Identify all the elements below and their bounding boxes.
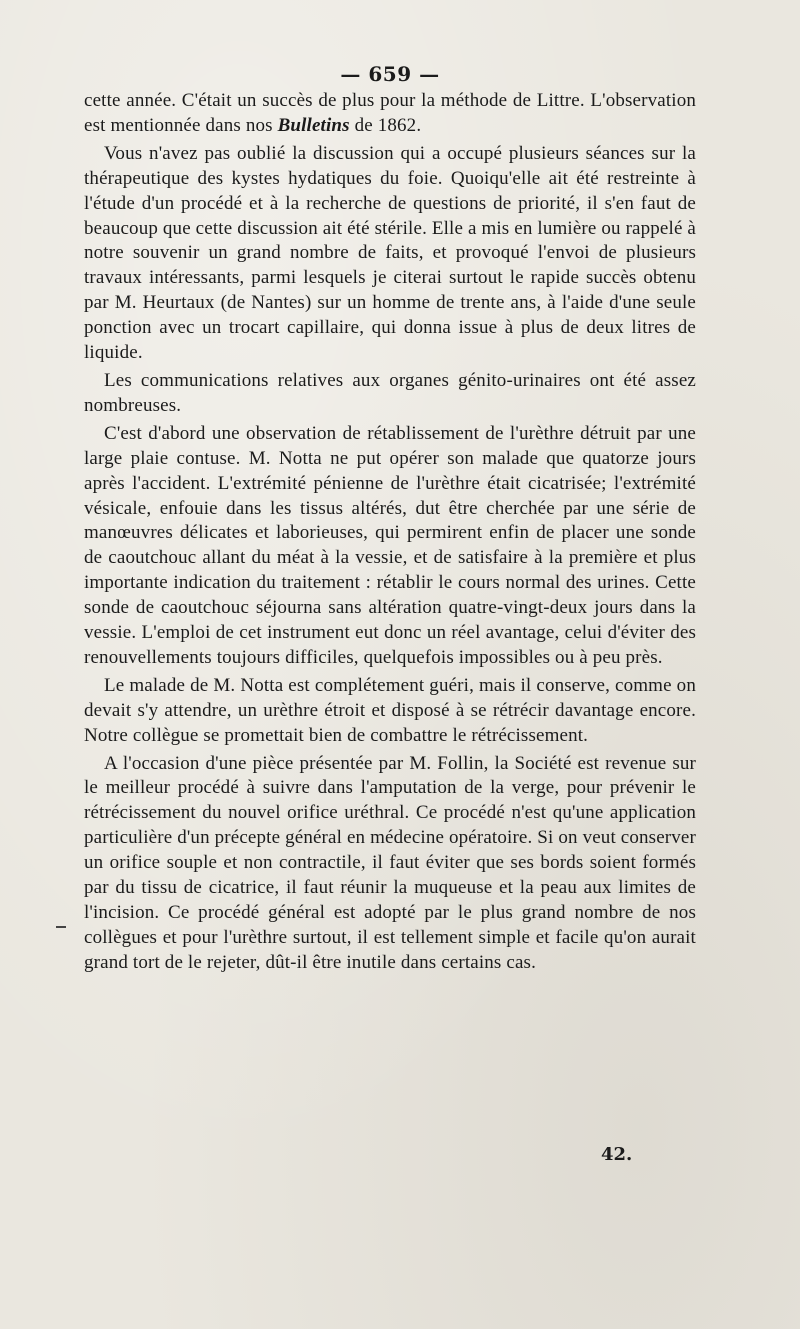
- paragraph-1: [84, 89, 696, 139]
- paragraph-3: Les communications relatives aux organes génito-urinaires ont été assez nombreuses.: [84, 369, 696, 416]
- paragraph-6: A l'occasion d'une pièce présentée par M. Follin, la Société est revenue sur le meilleur procédé à suivre dans l'amputation de la verge, pour prévenir le rétrécissement du nouvel orifice uréthral. Ce procédé n'est qu'une application particulière d'un précepte général en médecine opératoire. Si on veut conserver un orifice souple et non contractile, il faut éviter que ses bords soient formés par du tissu de cicatrice, il faut réunir la muqueuse et la peau aux limites de l'incision. Ce procédé général est adopté par le plus grand nombre de nos collègues et pour l'urèthre surtout, il est tellement simple et facile qu'on aurait grand tort de le rejeter, dût-il être inutile dans certains cas.: [84, 752, 696, 973]
- signature-mark: 42.: [601, 1144, 633, 1165]
- paragraph-2: Vous n'avez pas oublié la discussion qui a occupé plusieurs séances sur la thérapeutique des kystes hydatiques du foie. Quoiqu'elle ait été restreinte à l'étude d'un procédé et à la recherche de questions de priorité, il s'en faut de beaucoup que cette discussion ait été stérile. Elle a mis en lumière ou rappelé à notre souvenir un grand nombre de faits, et provoqué l'envoi de plusieurs travaux intéressants, parmi lesquels je citerai surtout le rapide succès obtenu par M. Heurtaux (de Nantes) sur un homme de trente ans, à l'aide d'une seule ponction avec un trocart capillaire, qui donna issue à plus de deux litres de liquide.: [84, 142, 697, 364]
- bulletins-italic: Bulletins: [277, 114, 350, 136]
- paragraph-4: C'est d'abord une observation de rétablissement de l'urèthre détruit par une large plaie contuse. M. Notta ne put opérer son malade que quatorze jours après l'accident. L'extrémité pénienne de l'urèthre était cicatrisée; l'extrémité vésicale, enfouie dans les tissus altérés, dut être cherchée par une série de manœuvres délicates et laborieuses, qui permirent enfin de placer une sonde de caoutchouc allant du méat à la vessie, et de satisfaire à la première et plus importante indication du traitement : rétablir le cours normal des urines. Cette sonde de caoutchouc séjourna sans altération quatre-vingt-deux jours dans la vessie. L'emploi de cet instrument eut donc un réel avantage, celui d'éviter des renouvellements toujours difficiles, quelquefois impossibles ou à peu près.: [84, 422, 696, 668]
- body-text: [84, 89, 696, 976]
- paragraph-1-text-a: cette année. C'était un succès de plus pour la méthode de Littre. L'observation est mentionnée dans nos: [84, 90, 696, 136]
- page-number-header: — 659 —: [340, 62, 440, 86]
- paragraph-1-text-b: de 1862.: [349, 114, 422, 136]
- margin-mark: [56, 926, 66, 928]
- paragraph-5: Le malade de M. Notta est complétement guéri, mais il conserve, comme on devait s'y attendre, un urèthre étroit et disposé à se rétrécir davantage encore. Notre collègue se promettait bien de combattre le rétrécissement.: [84, 674, 696, 746]
